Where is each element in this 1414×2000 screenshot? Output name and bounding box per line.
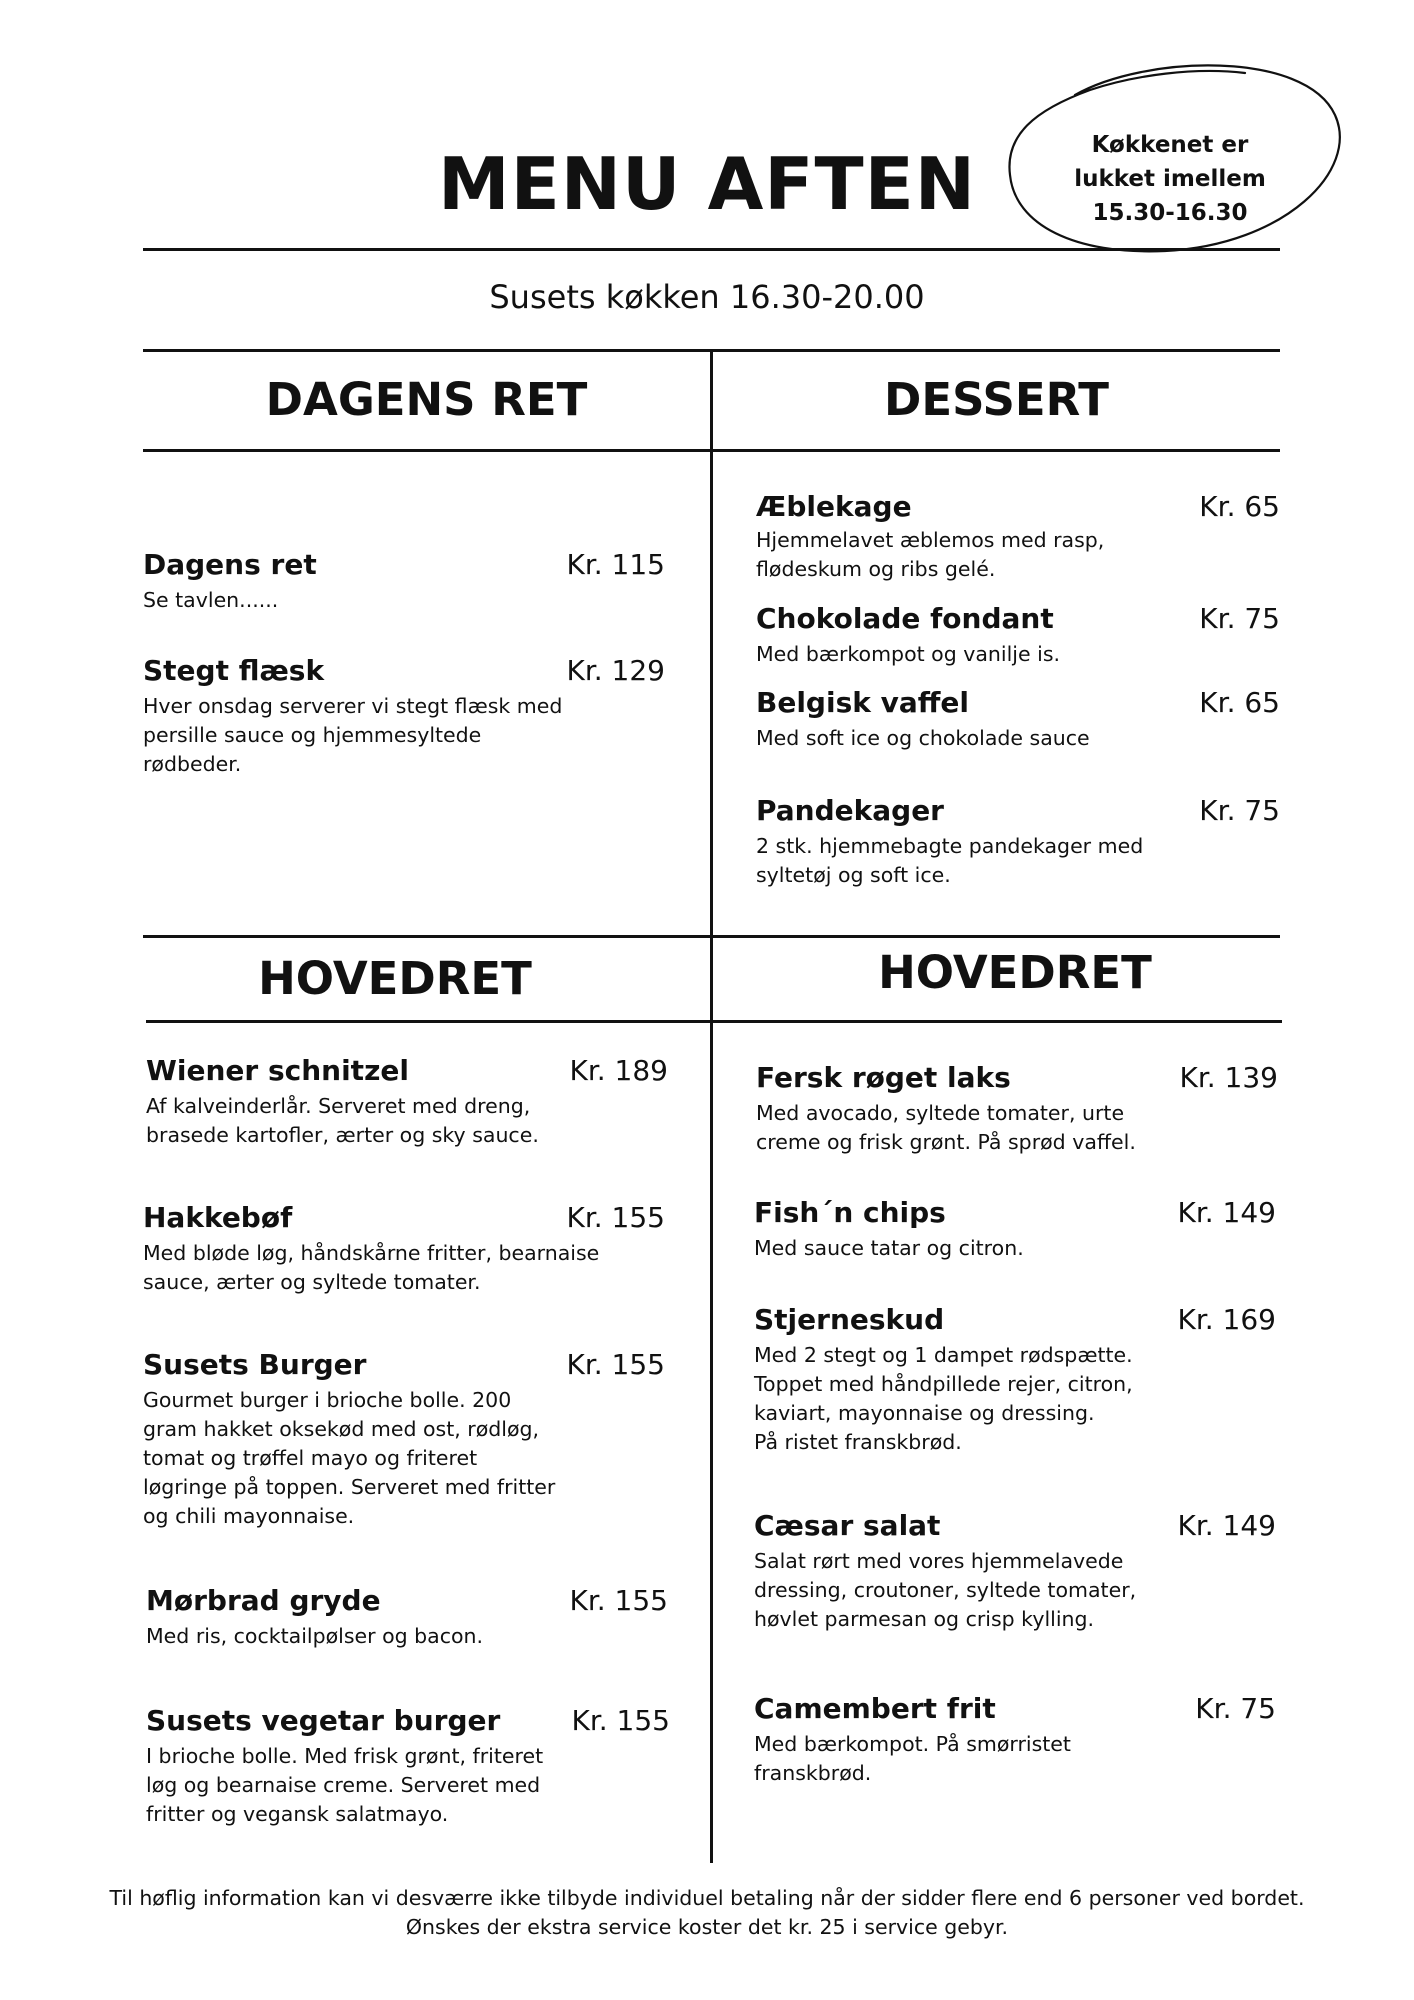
column-divider — [710, 349, 713, 1863]
desc-line: Toppet med håndpillede rejer, citron, — [754, 1372, 1133, 1396]
desc-line: brasede kartofler, ærter og sky sauce. — [146, 1123, 539, 1147]
footer-line: Ønskes der ekstra service koster det kr. 25 i service gebyr. — [405, 1915, 1009, 1939]
desc-line: løgringe på toppen. Serveret med fritter — [143, 1475, 556, 1499]
item-price: Kr. 149 — [1177, 1509, 1276, 1542]
section-heading-hovedret: HOVEDRET — [878, 946, 1152, 999]
desc-line: gram hakket oksekød med ost, rødløg, — [143, 1417, 540, 1441]
desc-line: franskbrød. — [754, 1761, 872, 1785]
item-description — [146, 1742, 626, 1829]
item-description — [754, 1547, 1234, 1634]
item-name: Stegt flæsk — [143, 654, 325, 687]
item-price: Kr. 169 — [1177, 1303, 1276, 1336]
desc-line: dressing, croutoner, syltede tomater, — [754, 1578, 1137, 1602]
desc-line: sauce, ærter og syltede tomater. — [143, 1270, 481, 1294]
desc-line: Salat rørt med vores hjemmelavede — [754, 1549, 1124, 1573]
desc-line: Hjemmelavet æblemos med rasp, — [756, 528, 1105, 552]
desc-line: syltetøj og soft ice. — [756, 863, 951, 887]
desc-line: Med bløde løg, håndskårne fritter, bearnaise — [143, 1241, 600, 1265]
item-price: Kr. 149 — [1177, 1196, 1276, 1229]
item-price: Kr. 139 — [1179, 1061, 1278, 1094]
item-name: Susets vegetar burger — [146, 1704, 501, 1737]
item-description — [756, 640, 1236, 669]
item-price: Kr. 129 — [566, 654, 665, 687]
item-description — [756, 526, 1236, 584]
item-name: Stjerneskud — [754, 1303, 945, 1336]
item-name: Chokolade fondant — [756, 602, 1054, 635]
item-name: Hakkebøf — [143, 1201, 293, 1234]
item-price: Kr. 75 — [1195, 1692, 1276, 1725]
item-name: Fersk røget laks — [756, 1061, 1011, 1094]
kitchen-closed-notice — [1070, 128, 1270, 230]
desc-line: Gourmet burger i brioche bolle. 200 — [143, 1388, 512, 1412]
desc-line: Med avocado, syltede tomater, urte — [756, 1101, 1125, 1125]
desc-line: Med soft ice og chokolade sauce — [756, 726, 1090, 750]
item-name: Susets Burger — [143, 1348, 367, 1381]
desc-line: På ristet franskbrød. — [754, 1430, 962, 1454]
item-name: Cæsar salat — [754, 1509, 941, 1542]
title-text: MENU AFTEN — [437, 142, 977, 226]
item-description — [754, 1341, 1234, 1457]
item-name: Mørbrad gryde — [146, 1584, 381, 1617]
desc-line: høvlet parmesan og crisp kylling. — [754, 1607, 1095, 1631]
item-price: Kr. 155 — [569, 1584, 668, 1617]
desc-line: rødbeder. — [143, 752, 242, 776]
notice-line: lukket imellem — [1074, 166, 1266, 192]
item-description — [146, 1622, 626, 1651]
item-price: Kr. 65 — [1199, 686, 1280, 719]
desc-line: kaviart, mayonnaise og dressing. — [754, 1401, 1095, 1425]
item-description — [143, 586, 583, 615]
item-price: Kr. 155 — [566, 1201, 665, 1234]
desc-line: flødeskum og ribs gelé. — [756, 557, 996, 581]
item-price: Kr. 155 — [566, 1348, 665, 1381]
desc-line: Hver onsdag serverer vi stegt flæsk med — [143, 694, 563, 718]
desc-line: tomat og trøffel mayo og friteret — [143, 1446, 478, 1470]
item-name: Dagens ret — [143, 548, 317, 581]
item-price: Kr. 65 — [1199, 490, 1280, 523]
desc-line: Med sauce tatar og citron. — [754, 1236, 1024, 1260]
item-name: Wiener schnitzel — [146, 1054, 409, 1087]
item-name: Æblekage — [756, 490, 912, 523]
desc-line: Med 2 stegt og 1 dampet rødspætte. — [754, 1343, 1133, 1367]
section-heading-dessert: DESSERT — [884, 373, 1109, 426]
item-description — [143, 1386, 613, 1531]
item-description — [756, 1099, 1236, 1157]
item-price: Kr. 115 — [566, 548, 665, 581]
desc-line: løg og bearnaise creme. Serveret med — [146, 1773, 541, 1797]
desc-line: fritter og vegansk salatmayo. — [146, 1802, 449, 1826]
kitchen-hours: Susets køkken 16.30-20.00 — [489, 278, 925, 316]
notice-line: 15.30-16.30 — [1092, 200, 1248, 226]
item-price: Kr. 189 — [569, 1054, 668, 1087]
desc-line: Se tavlen...... — [143, 588, 279, 612]
item-name: Camembert frit — [754, 1692, 996, 1725]
desc-line: Med ris, cocktailpølser og bacon. — [146, 1624, 484, 1648]
desc-line: Med bærkompot. På smørristet — [754, 1732, 1071, 1756]
desc-line: Med bærkompot og vanilje is. — [756, 642, 1061, 666]
item-price: Kr. 155 — [571, 1704, 670, 1737]
item-description — [754, 1234, 1234, 1263]
item-name: Fish´n chips — [754, 1196, 946, 1229]
item-name: Pandekager — [756, 794, 944, 827]
footer-note — [0, 1884, 1414, 1942]
menu-item-dagens-ret — [143, 548, 317, 581]
title-divider — [143, 248, 1280, 251]
section-divider — [146, 1020, 1282, 1023]
item-price: Kr. 75 — [1199, 602, 1280, 635]
item-description — [756, 724, 1236, 753]
section-heading-hovedret: HOVEDRET — [258, 952, 532, 1005]
footer-line: Til høflig information kan vi desværre ikke tilbyde individuel betaling når der sidder flere end 6 personer ved bordet. — [109, 1886, 1305, 1910]
desc-line: I brioche bolle. Med frisk grønt, friteret — [146, 1744, 544, 1768]
desc-line: og chili mayonnaise. — [143, 1504, 355, 1528]
item-description — [754, 1730, 1234, 1788]
notice-line: Køkkenet er — [1091, 132, 1249, 158]
item-description — [143, 692, 603, 779]
section-heading-dagens-ret: DAGENS RET — [265, 373, 588, 426]
desc-line: creme og frisk grønt. På sprød vaffel. — [756, 1130, 1136, 1154]
desc-line: 2 stk. hjemmebagte pandekager med — [756, 834, 1144, 858]
item-name: Belgisk vaffel — [756, 686, 970, 719]
desc-line: persille sauce og hjemmesyltede — [143, 723, 482, 747]
item-price: Kr. 75 — [1199, 794, 1280, 827]
desc-line: Af kalveinderlår. Serveret med dreng, — [146, 1094, 531, 1118]
item-description — [146, 1092, 626, 1150]
item-description — [143, 1239, 663, 1297]
item-description — [756, 832, 1236, 890]
